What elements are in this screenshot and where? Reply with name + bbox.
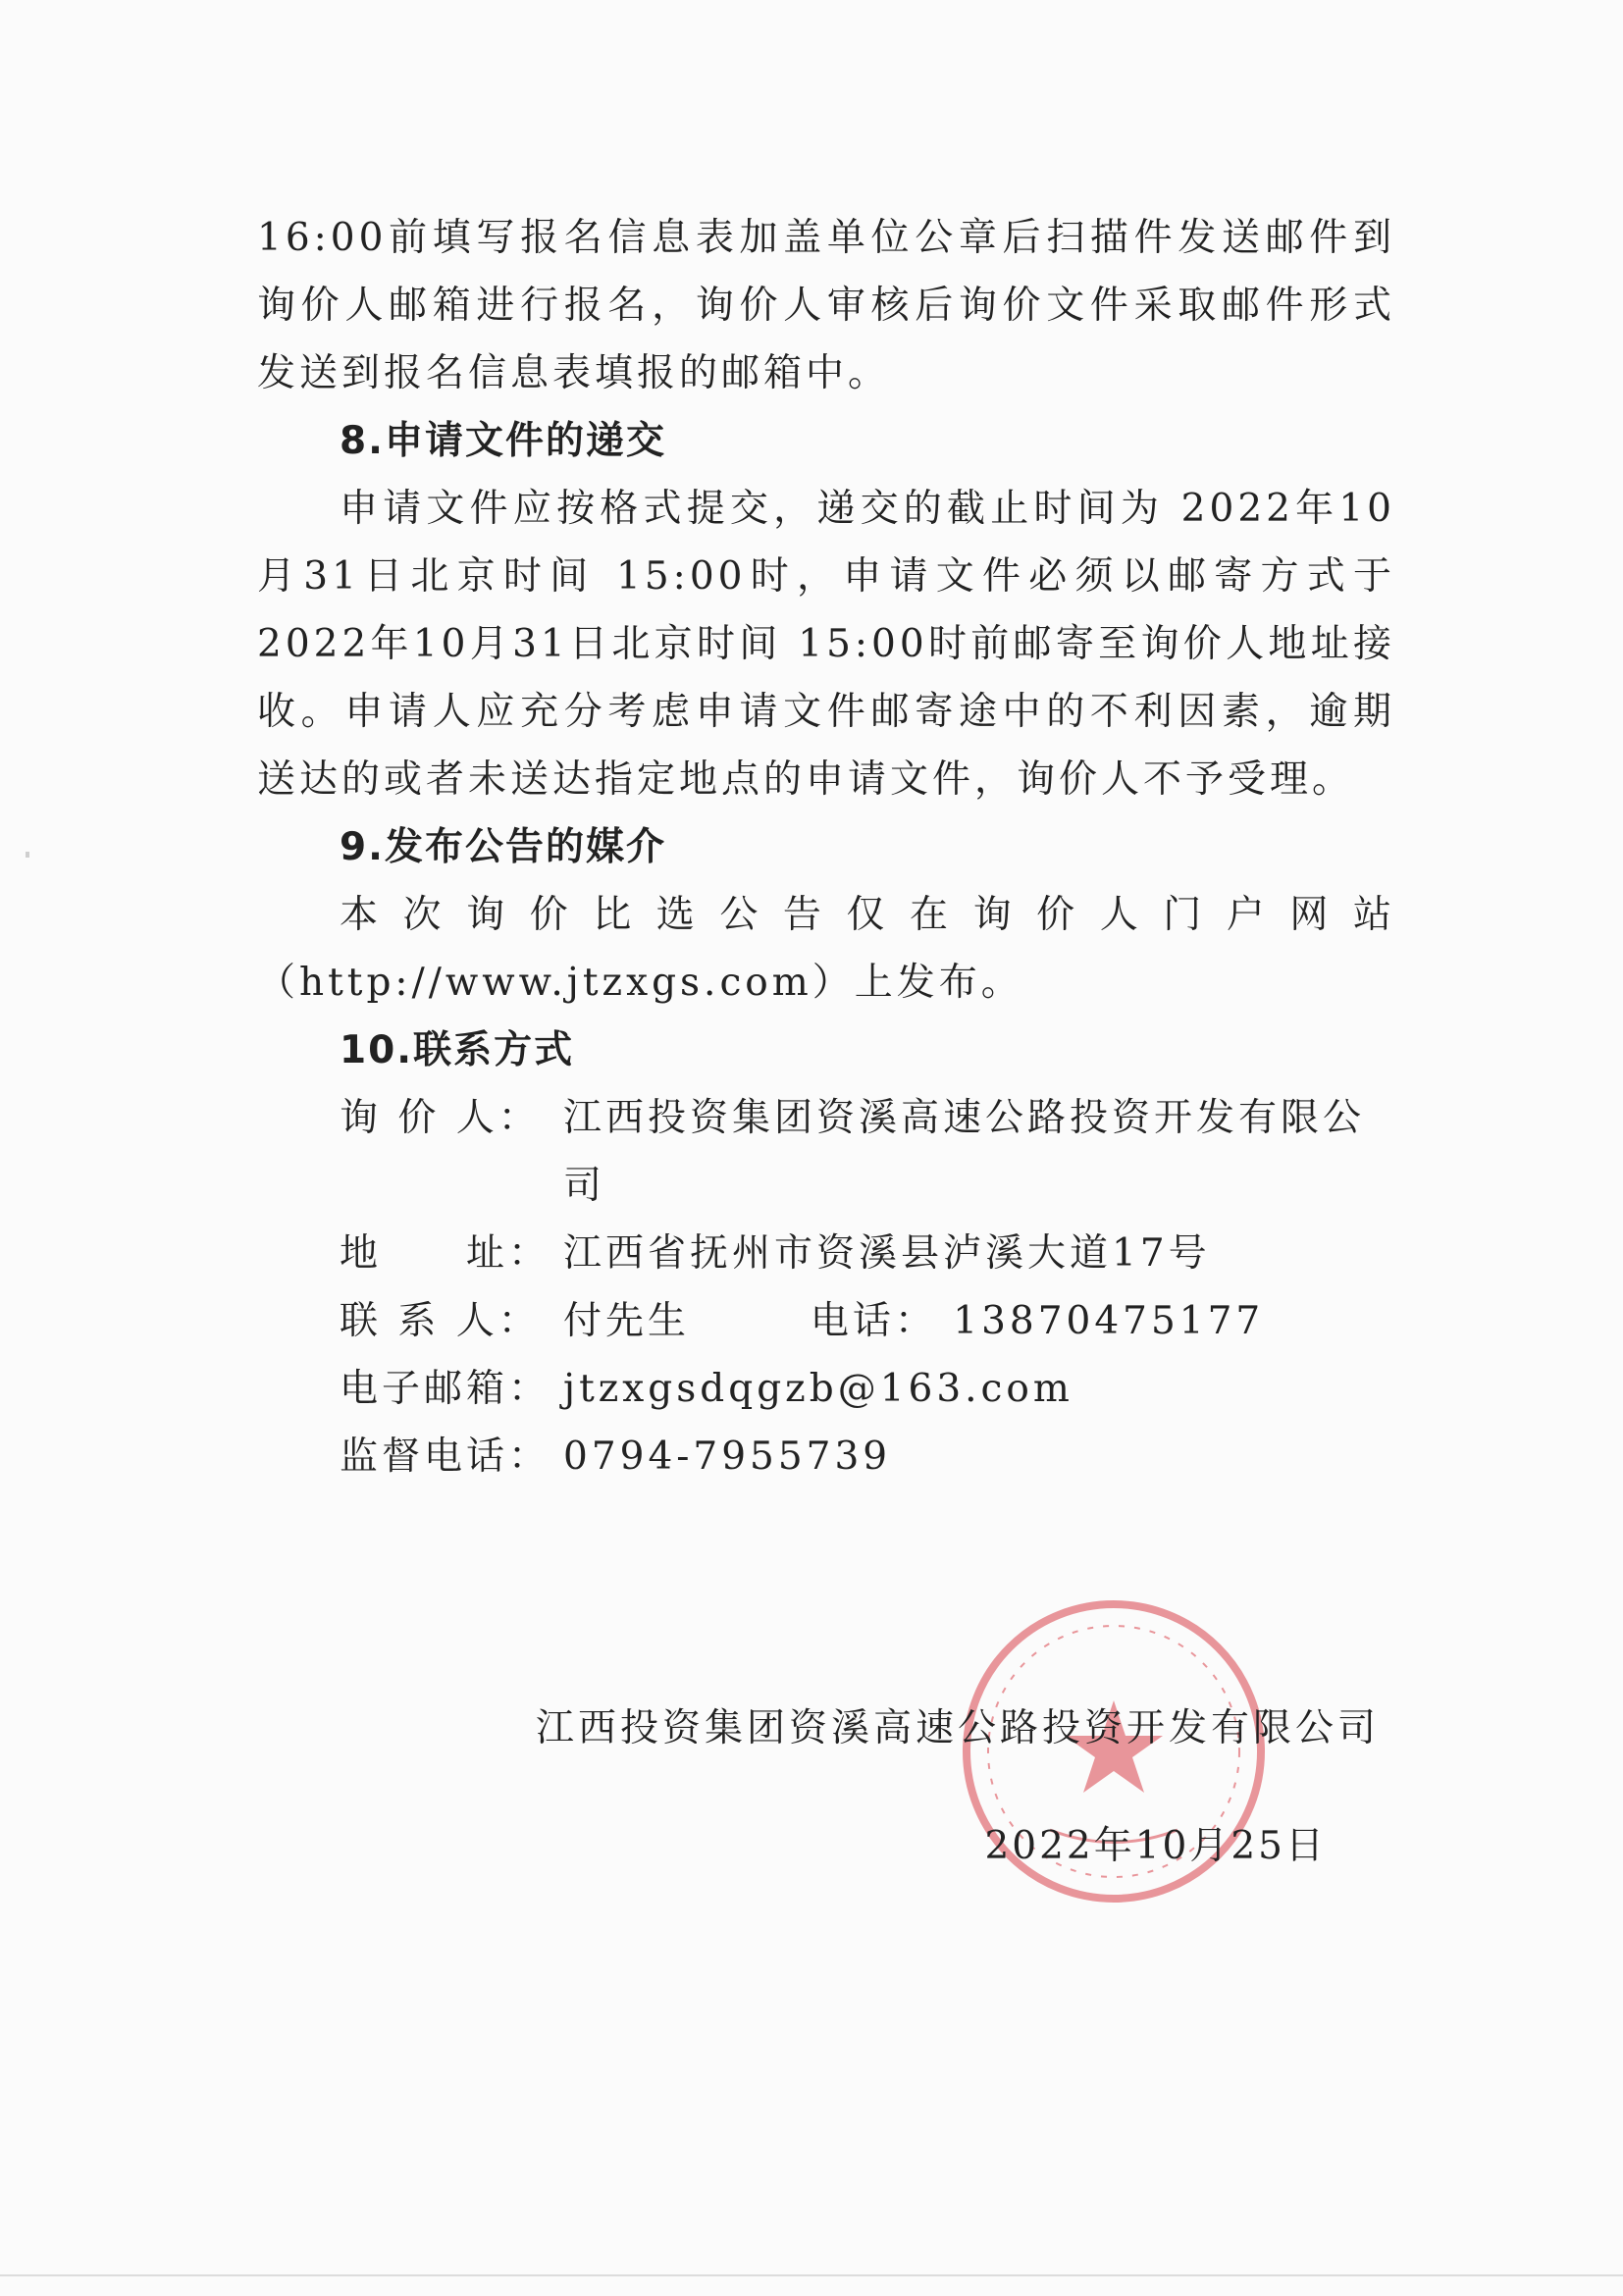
contact-person-value: 付先生 xyxy=(563,1299,691,1343)
email-label: 电子邮箱： xyxy=(340,1367,551,1411)
scan-edge-mark xyxy=(26,852,29,858)
phone-label: 电话： xyxy=(810,1299,937,1343)
supervision-phone-value: 0794-7955739 xyxy=(563,1435,892,1479)
contact-row-address xyxy=(340,1220,1395,1287)
contact-person-label: 联 系 人： xyxy=(340,1299,541,1343)
section-9-body-line-1: 本次询价比选公告仅在询价人门户网站 xyxy=(340,893,1395,937)
signature-date: 2022年10月25日 xyxy=(984,1824,1327,1868)
document-body xyxy=(257,204,1395,1490)
inquirer-value: 江西投资集团资溪高速公路投资开发有限公司 xyxy=(563,1096,1366,1208)
section-9-body-line-2: （http://www.jtzxgs.com）上发布。 xyxy=(257,961,1023,1005)
contact-person-line xyxy=(563,1287,1395,1355)
section-8-body: 申请文件应按格式提交，递交的截止时间为 2022年10月31日北京时间 15:00时，申请文件必须以邮寄方式于2022年10月31日北京时间 15:00时前邮寄至询价人地址接收。申请人应充分考虑申请文件邮寄途中的不利因素，逾期送达的或者未送达指定地点的申请文件，询价人不予受理。 xyxy=(257,487,1395,802)
contact-row-person xyxy=(340,1287,1395,1355)
address-value: 江西省抚州市资溪县泸溪大道17号 xyxy=(563,1231,1211,1276)
contact-row-supervision xyxy=(340,1423,1395,1490)
signature-company: 江西投资集团资溪高速公路投资开发有限公司 xyxy=(535,1706,1380,1750)
address-label: 地 址： xyxy=(340,1231,551,1276)
email-value: jtzxgsdqgzb@163.com xyxy=(563,1367,1073,1411)
contact-row-inquirer xyxy=(340,1084,1395,1220)
supervision-phone-label: 监督电话： xyxy=(340,1435,551,1479)
registration-continuation-paragraph: 16:00前填写报名信息表加盖单位公章后扫描件发送邮件到询价人邮箱进行报名，询价人审核后询价文件采取邮件形式发送到报名信息表填报的邮箱中。 xyxy=(257,216,1395,395)
phone-value: 13870475177 xyxy=(953,1299,1265,1343)
section-10-heading: 10.联系方式 xyxy=(340,1028,575,1072)
contact-info xyxy=(257,1084,1395,1490)
section-8-heading: 8.申请文件的递交 xyxy=(340,419,666,463)
contact-row-email xyxy=(340,1355,1395,1423)
section-9-heading: 9.发布公告的媒介 xyxy=(340,825,666,869)
scan-bottom-edge xyxy=(0,2274,1623,2276)
inquirer-label: 询 价 人： xyxy=(340,1096,541,1140)
